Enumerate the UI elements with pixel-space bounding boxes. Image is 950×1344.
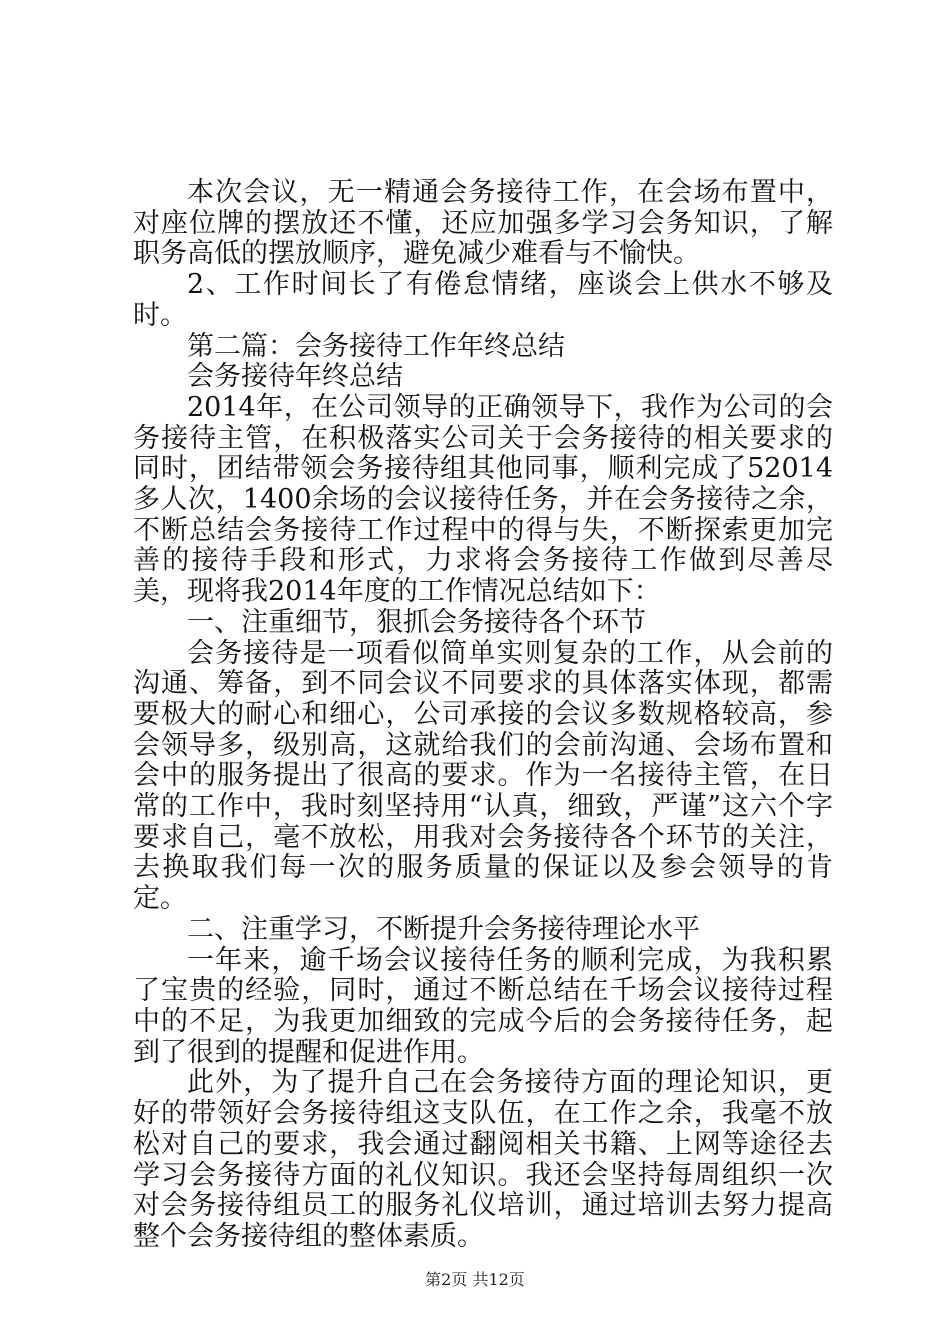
document-body xyxy=(133,178,833,1253)
section-heading: 一、注重细节，狠抓会务接待各个环节 xyxy=(187,606,646,638)
paragraph: 会务接待是一项看似简单实则复杂的工作，从会前的沟通、筹备，到不同会议不同要求的具体落实体现，都需要极大的耐心和细心，公司承接的会议多数规格较高，参会领导多，级别高，这就给我们的会前沟通、会场布置和会中的服务提出了很高的要求。作为一名接待主管，在日常的工作中，我时刻坚持用“认真，细致，严谨”这六个字要求自己，毫不放松，用我对会务接待各个环节的关注，去换取我们每一次的服务质量的保证以及参会领导的肯定。 xyxy=(133,637,833,915)
paragraph: 一年来，逾千场会议接待任务的顺利完成，为我积累了宝贵的经验，同时，通过不断总结在千场会议接待过程中的不足，为我更加细致的完成今后的会务接待任务，起到了很到的提醒和促进作用。 xyxy=(133,944,833,1068)
paragraph: 此外，为了提升自己在会务接待方面的理论知识，更好的带领好会务接待组这支队伍，在工作之余，我毫不放松对自己的要求，我会通过翻阅相关书籍、上网等途径去学习会务接待方面的礼仪知识。我还会坚持每周组织一次对会务接待组员工的服务礼仪培训，通过培训去努力提高整个会务接待组的整体素质。 xyxy=(133,1067,833,1252)
paragraph: 2、工作时间长了有倦怠情绪，座谈会上供水不够及时。 xyxy=(133,269,833,331)
section-heading: 二、注重学习，不断提升会务接待理论水平 xyxy=(187,913,700,945)
paragraph: 2014年，在公司领导的正确领导下，我作为公司的会务接待主管，在积极落实公司关于会务接待的相关要求的同时，团结带领会务接待组其他同事，顺利完成了52014多人次，1400余场的会议接待任务，并在会务接待之余，不断总结会务接待工作过程中的得与失，不断探索更加完善的接待手段和形式，力求将会务接待工作做到尽善尽美，现将我2014年度的工作情况总结如下： xyxy=(133,391,833,608)
document-heading: 会务接待年终总结 xyxy=(187,361,403,393)
paragraph: 本次会议，无一精通会务接待工作，在会场布置中，对座位牌的摆放还不懂，还应加强多学习会务知识，了解职务高低的摆放顺序，避免减少难看与不愉快。 xyxy=(133,177,833,270)
page-number-footer: 第2页 共12页 xyxy=(425,1270,525,1289)
section-title: 第二篇：会务接待工作年终总结 xyxy=(187,330,565,362)
